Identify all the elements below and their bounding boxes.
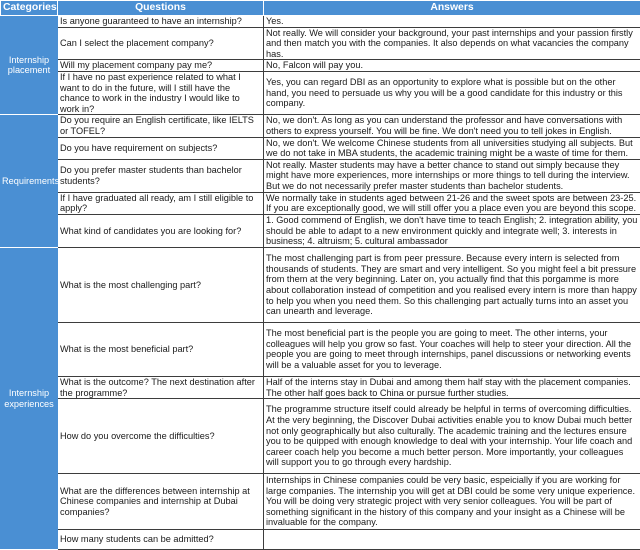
- answer-cell: Yes.: [264, 16, 640, 28]
- answer-cell: No, Falcon will pay you.: [264, 60, 640, 72]
- question-cell: Is anyone guaranteed to have an internship?: [58, 16, 264, 28]
- question-cell: What is the outcome? The next destination after the programme?: [58, 376, 264, 398]
- table-body: [1, 16, 640, 550]
- question-cell: Do you require an English certificate, like IELTS or TOFEL?: [58, 115, 264, 137]
- answer-cell: Yes, you can regard DBI as an opportunity to explore what is possible but on the other hand, you need to persuade us why you will be a good candidate for this industry or this company.: [264, 71, 640, 114]
- table-row: [1, 115, 640, 137]
- table-row: [1, 27, 640, 60]
- question-cell: Can I select the placement company?: [58, 27, 264, 60]
- table-row: [1, 376, 640, 398]
- category-cell: Requirements: [1, 115, 58, 248]
- category-cell: Internship placement: [1, 16, 58, 115]
- question-cell: Do you prefer master students than bachelor students?: [58, 159, 264, 192]
- answer-cell: No, we don't. We welcome Chinese students from all universities studying all subjects. But we do not take in MBA students, the academic training might be a waste of time for them.: [264, 137, 640, 159]
- answer-cell: The most challenging part is from peer pressure. Because every intern is selected from thousands of students. They are smart and very intelligent. So you might feel a bit pressure from them at the very beginning. Later on, you actually find that this porgamme is more about collaboration instead of competition and you realised every intern is more than happy to help you when you need them. So this challenging part actually turns into an asset you can unearth and leverage.: [264, 247, 640, 322]
- header-row: [1, 1, 640, 16]
- answer-cell: The programme structure itself could already be helpful in terms of overcoming difficulties. At the very beginning, the Discover Dubai activities enable you to know Dubai much better not only geographically but also culturally. The academic training and the lectures ensure you to be quipped with enough knowledge to deal with your internship. Your life coach and career coach help you become a much better person. More importantly, your colleagues will support you to go through every hardship.: [264, 399, 640, 474]
- answer-cell: The most beneficial part is the people you are going to meet. The other interns, your colleagues will help you grow so fast. Your coaches will help to steer your direction. All the people you are going to meet through internships, panel discussions or networking events will be a valuable asset for you to leverage.: [264, 322, 640, 376]
- category-cell: Internship experiences: [1, 247, 58, 549]
- header-questions: Questions: [58, 1, 264, 16]
- table-row: [1, 474, 640, 530]
- question-cell: If I have graduated all ready, am I still eligible to apply?: [58, 192, 264, 214]
- question-cell: If I have no past experience related to what I want to do in the future, will I still have the chance to work in the industry I would like to work in?: [58, 71, 264, 114]
- table-row: [1, 60, 640, 72]
- table-row: [1, 247, 640, 322]
- question-cell: How do you overcome the difficulties?: [58, 399, 264, 474]
- table-row: [1, 322, 640, 376]
- header-answers: Answers: [264, 1, 640, 16]
- table-row: [1, 192, 640, 214]
- table-row: [1, 159, 640, 192]
- answer-cell: No, we don't. As long as you can understand the professor and have conversations with others to express yourself. You will be fine. We don't need you to tell jokes in English.: [264, 115, 640, 137]
- table-row: [1, 530, 640, 550]
- question-cell: What kind of candidates you are looking for?: [58, 214, 264, 247]
- question-cell: What is the most beneficial part?: [58, 322, 264, 376]
- table-row: [1, 214, 640, 247]
- question-cell: Do you have requirement on subjects?: [58, 137, 264, 159]
- answer-cell: 1. Good commend of English, we don't have time to teach English; 2. integration ability, you should be able to adapt to a new environment quickly and integrate well; 3. interests in business; 4. altruism; 5. cultural ambassador: [264, 214, 640, 247]
- answer-cell: Not really. We will consider your background, your past internships and your passion firstly and then match you with the companies. It also depends on what vacancies the company has.: [264, 27, 640, 60]
- table-row: [1, 399, 640, 474]
- table-row: [1, 16, 640, 28]
- answer-cell: Half of the interns stay in Dubai and among them half stay with the placement companies. The other half goes back to China or pursue further studies.: [264, 376, 640, 398]
- answer-cell: We normally take in students aged between 21-26 and the sweet spots are between 23-25. If you are exceptionally good, we will still offer you a place even you are beyond this scope.: [264, 192, 640, 214]
- question-cell: What are the differences between internship at Chinese companies and internship at Dubai companies?: [58, 474, 264, 530]
- table-row: [1, 71, 640, 114]
- header-categories: Categories: [1, 1, 58, 16]
- answer-cell: Internships in Chinese companies could be very basic, espeicially if you are working for large companies. The internship you will get at DBI could be some very unique experience. You will be doing very strategic project with very senior colleagues. You will be part of something significant in the history of this company and your insight as a Chinese will be invaluable for the company.: [264, 474, 640, 530]
- table-row: [1, 137, 640, 159]
- question-cell: How many students can be admitted?: [58, 530, 264, 550]
- question-cell: Will my placement company pay me?: [58, 60, 264, 72]
- answer-cell: [264, 530, 640, 550]
- question-cell: What is the most challenging part?: [58, 247, 264, 322]
- answer-cell: Not really. Master students may have a better chance to stand out simply because they might have more experiences, more internships or more things to tell during the interview. But we do not necessarily prefer master students than bachelor students.: [264, 159, 640, 192]
